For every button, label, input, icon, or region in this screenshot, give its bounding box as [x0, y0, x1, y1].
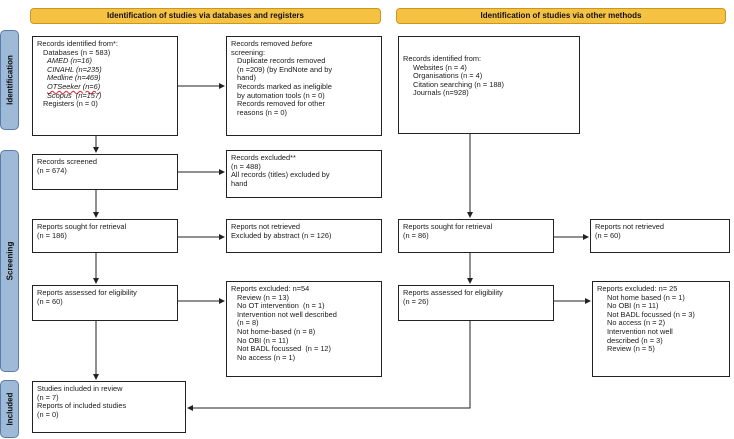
- records-other-title: Records identified from:: [403, 54, 482, 63]
- cinahl-count: CINAHL (n=235): [47, 64, 102, 74]
- excluded-other-no-obi: No OBI (n = 11): [607, 301, 659, 311]
- scopus-count: Scopus (n=157): [47, 90, 102, 100]
- records-excluded-count: (n = 488): [231, 161, 261, 171]
- excluded-other-intervention1: Intervention not well: [607, 326, 673, 336]
- excluded-db-intervention1: Intervention not well described: [237, 309, 337, 319]
- included-studies-count: (n = 7): [37, 392, 59, 402]
- records-excluded-note1: All records (titles) excluded by: [231, 170, 330, 180]
- excluded-other-intervention2: described (n = 3): [607, 335, 663, 345]
- excluded-db-not-badl: Not BADL focussed (n = 12): [237, 344, 332, 354]
- not-retrieved-other-label: Reports not retrieved: [595, 222, 665, 231]
- records-excluded-label: Records excluded**: [231, 153, 296, 162]
- records-screened-count: (n = 674): [37, 165, 67, 175]
- excluded-db-not-home: Not home-based (n = 8): [237, 326, 316, 336]
- header-other-methods: Identification of studies via other methods: [396, 8, 726, 24]
- other-reasons-line1: Records removed for other: [237, 99, 325, 109]
- not-retrieved-other-count: (n = 60): [595, 230, 621, 240]
- phase-included-label: Included: [5, 392, 14, 426]
- excluded-db-no-ot: No OT intervention (n = 1): [237, 301, 325, 311]
- records-excluded-note2: hand: [231, 178, 248, 188]
- excluded-db-title: Reports excluded: n=54: [231, 284, 310, 293]
- not-retrieved-db-label: Reports not retrieved: [231, 222, 301, 231]
- ineligible-line1: Records marked as ineligible: [237, 81, 332, 91]
- excluded-db-review: Review (n = 13): [237, 292, 289, 302]
- sought-other-label: Reports sought for retrieval: [403, 222, 493, 231]
- duplicates-line2: (n =209) (by EndNote and by: [237, 64, 333, 74]
- duplicates-line1: Duplicate records removed: [237, 56, 326, 66]
- phase-identification-label: Identification: [5, 55, 14, 105]
- duplicates-line3: hand): [237, 73, 256, 83]
- records-removed-title-a: Records removed: [231, 39, 292, 48]
- header-databases: Identification of studies via databases and registers: [30, 8, 381, 24]
- excluded-db-intervention2: (n = 8): [237, 318, 259, 328]
- medline-count: Medline (n=469): [47, 73, 101, 83]
- excluded-other-no-access: No access (n = 2): [607, 318, 666, 328]
- records-removed-title-b: before: [291, 39, 313, 48]
- included-studies-label: Studies included in review: [37, 384, 123, 393]
- assessed-db-label: Reports assessed for eligibility: [37, 288, 137, 297]
- records-removed-screening: screening:: [231, 47, 266, 57]
- websites-count: Websites (n = 4): [413, 62, 467, 72]
- not-retrieved-db-count: Excluded by abstract (n = 126): [231, 230, 332, 240]
- amed-count: AMED (n=16): [47, 56, 92, 66]
- registers-count: Registers (n = 0): [43, 99, 98, 109]
- assessed-db-count: (n = 60): [37, 296, 63, 306]
- assessed-other-count: (n = 26): [403, 296, 429, 306]
- ineligible-line2: by automation tools (n = 0): [237, 90, 325, 100]
- included-reports-label: Reports of included studies: [37, 401, 127, 411]
- excluded-other-not-badl: Not BADL focussed (n = 3): [607, 309, 695, 319]
- sought-db-label: Reports sought for retrieval: [37, 222, 127, 231]
- assessed-other-label: Reports assessed for eligibility: [403, 288, 503, 297]
- otseeker-count: OTSeeker (n=6): [47, 81, 101, 91]
- records-screened-label: Records screened: [37, 157, 97, 166]
- included-reports-count: (n = 0): [37, 409, 59, 419]
- excluded-db-no-obi: No OBI (n = 11): [237, 335, 289, 345]
- records-identified-title: Records identified from*:: [37, 39, 118, 48]
- citation-count: Citation searching (n = 188): [413, 79, 504, 89]
- excluded-other-not-home: Not home based (n = 1): [607, 292, 685, 302]
- sought-other-count: (n = 86): [403, 230, 429, 240]
- organisations-count: Organisations (n = 4): [413, 71, 483, 81]
- excluded-other-title: Reports excluded: n= 25: [597, 284, 678, 293]
- excluded-other-review: Review (n = 5): [607, 344, 655, 354]
- arrow-other-assessed-to-included: [188, 318, 470, 408]
- excluded-db-no-access: No access (n = 1): [237, 352, 296, 362]
- sought-db-count: (n = 186): [37, 230, 67, 240]
- other-reasons-line2: reasons (n = 0): [237, 107, 287, 117]
- journals-count: Journals (n=928): [413, 88, 469, 98]
- databases-count: Databases (n = 583): [43, 47, 111, 57]
- phase-screening-label: Screening: [5, 241, 14, 281]
